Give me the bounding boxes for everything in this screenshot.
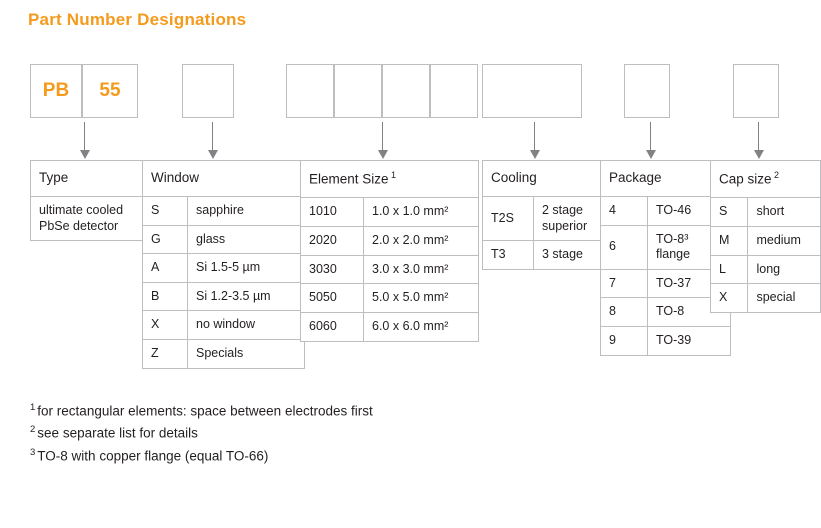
cell-desc: glass xyxy=(188,225,305,254)
code-box-5[interactable] xyxy=(382,64,430,118)
cell-code: 6060 xyxy=(301,312,364,341)
code-box-9[interactable] xyxy=(733,64,779,118)
cell-desc: 3.0 x 3.0 mm² xyxy=(364,255,479,284)
table-window xyxy=(142,160,305,369)
cell-code: X xyxy=(711,284,748,313)
code-box-3[interactable] xyxy=(286,64,334,118)
footnote-1-mark: 1 xyxy=(30,402,36,413)
table-row[interactable] xyxy=(143,225,305,254)
table-row[interactable] xyxy=(483,196,615,240)
footnote-3-text: TO-8 with copper flange (equal TO-66) xyxy=(37,448,269,464)
down-arrow-icon-5 xyxy=(754,122,764,160)
table-row[interactable] xyxy=(301,198,479,227)
cell-desc: special xyxy=(748,284,821,313)
down-arrow-icon-2 xyxy=(378,122,388,160)
cell-code: T3 xyxy=(483,241,534,270)
table-type xyxy=(30,160,158,241)
code-box-4[interactable] xyxy=(334,64,382,118)
table-header-row xyxy=(31,161,158,197)
cell-desc: TO-46 xyxy=(648,196,731,225)
cell-code: 8 xyxy=(601,298,648,327)
cell-desc: sapphire xyxy=(188,196,305,225)
code-box-8[interactable] xyxy=(624,64,670,118)
cell-desc: 5.0 x 5.0 mm² xyxy=(364,284,479,313)
table-row[interactable] xyxy=(301,312,479,341)
cell-code: 3030 xyxy=(301,255,364,284)
cell-code: 7 xyxy=(601,269,648,298)
cell-desc: TO-8 xyxy=(648,298,731,327)
cell-code: M xyxy=(711,227,748,256)
cell-code: 9 xyxy=(601,327,648,356)
table-row[interactable] xyxy=(143,311,305,340)
table-row[interactable] xyxy=(601,327,731,356)
table-header-cooling: Cooling xyxy=(483,161,615,197)
table-row[interactable] xyxy=(483,241,615,270)
table-element-size xyxy=(300,160,479,342)
cell-code: Z xyxy=(143,340,188,369)
down-arrow-icon-1 xyxy=(208,122,218,160)
table-row[interactable] xyxy=(711,227,821,256)
table-row[interactable] xyxy=(31,196,158,240)
table-header-package: Package xyxy=(601,161,731,197)
cell-code: T2S xyxy=(483,196,534,240)
code-box-2[interactable] xyxy=(182,64,234,118)
header-footnote-mark: 2 xyxy=(771,170,780,180)
table-row[interactable] xyxy=(301,284,479,313)
code-box-0[interactable]: PB xyxy=(30,64,82,118)
cell-code: A xyxy=(143,254,188,283)
cell-code: 4 xyxy=(601,196,648,225)
cell-desc: short xyxy=(748,198,821,227)
cell-desc: long xyxy=(748,255,821,284)
down-arrow-icon-3 xyxy=(530,122,540,160)
table-header-row xyxy=(143,161,305,197)
table-row[interactable] xyxy=(711,198,821,227)
cell-code: 6 xyxy=(601,225,648,269)
table-cap-size xyxy=(710,160,821,313)
cell-desc: Si 1.2-3.5 µm xyxy=(188,282,305,311)
cell-code: 1010 xyxy=(301,198,364,227)
code-box-6[interactable] xyxy=(430,64,478,118)
footnotes xyxy=(30,400,373,467)
cell-code: G xyxy=(143,225,188,254)
down-arrow-icon-4 xyxy=(646,122,656,160)
code-box-7[interactable] xyxy=(482,64,582,118)
cell-desc: 1.0 x 1.0 mm² xyxy=(364,198,479,227)
cell-desc: TO-37 xyxy=(648,269,731,298)
table-header-row xyxy=(483,161,615,197)
footnote-2 xyxy=(30,422,373,444)
cell-desc: Si 1.5-5 µm xyxy=(188,254,305,283)
cell-code: L xyxy=(711,255,748,284)
table-row[interactable] xyxy=(143,282,305,311)
cell-desc: Specials xyxy=(188,340,305,369)
cell-desc: no window xyxy=(188,311,305,340)
footnote-1-text: for rectangular elements: space between electrodes first xyxy=(37,403,373,419)
cell-desc: ultimate cooled PbSe detector xyxy=(31,196,158,240)
cell-desc: 3 stage xyxy=(534,241,615,270)
cell-code: B xyxy=(143,282,188,311)
cell-desc: TO-39 xyxy=(648,327,731,356)
cell-code: 5050 xyxy=(301,284,364,313)
cell-code: S xyxy=(711,198,748,227)
table-header-row xyxy=(301,161,479,198)
footnote-1 xyxy=(30,400,373,422)
table-row[interactable] xyxy=(711,284,821,313)
page-title: Part Number Designations xyxy=(28,10,247,29)
table-row[interactable] xyxy=(143,196,305,225)
down-arrow-icon-0 xyxy=(80,122,90,160)
table-row[interactable] xyxy=(143,254,305,283)
table-row[interactable] xyxy=(143,340,305,369)
table-cooling xyxy=(482,160,615,270)
footnote-2-mark: 2 xyxy=(30,424,36,436)
table-row[interactable] xyxy=(301,227,479,256)
cell-desc: TO-8³ flange xyxy=(648,225,731,269)
footnote-3 xyxy=(30,445,373,467)
footnote-3-mark: 3 xyxy=(30,446,36,458)
table-header-type: Type xyxy=(31,161,158,197)
table-header-element-size: Element Size $^1$ xyxy=(301,161,479,198)
cell-code: S xyxy=(143,196,188,225)
header-footnote-mark: 1 xyxy=(388,170,397,180)
cell-code: X xyxy=(143,311,188,340)
table-header-cap-size: Cap size $^2$ xyxy=(711,161,821,198)
table-row[interactable] xyxy=(711,255,821,284)
cell-desc: 6.0 x 6.0 mm² xyxy=(364,312,479,341)
footnote-2-text: see separate list for details xyxy=(37,425,198,441)
table-row[interactable] xyxy=(301,255,479,284)
table-header-window: Window xyxy=(143,161,305,197)
cell-desc: 2.0 x 2.0 mm² xyxy=(364,227,479,256)
cell-code: 2020 xyxy=(301,227,364,256)
code-box-1[interactable]: 55 xyxy=(82,64,138,118)
table-header-row xyxy=(711,161,821,198)
cell-desc: medium xyxy=(748,227,821,256)
cell-desc: 2 stage superior xyxy=(534,196,615,240)
